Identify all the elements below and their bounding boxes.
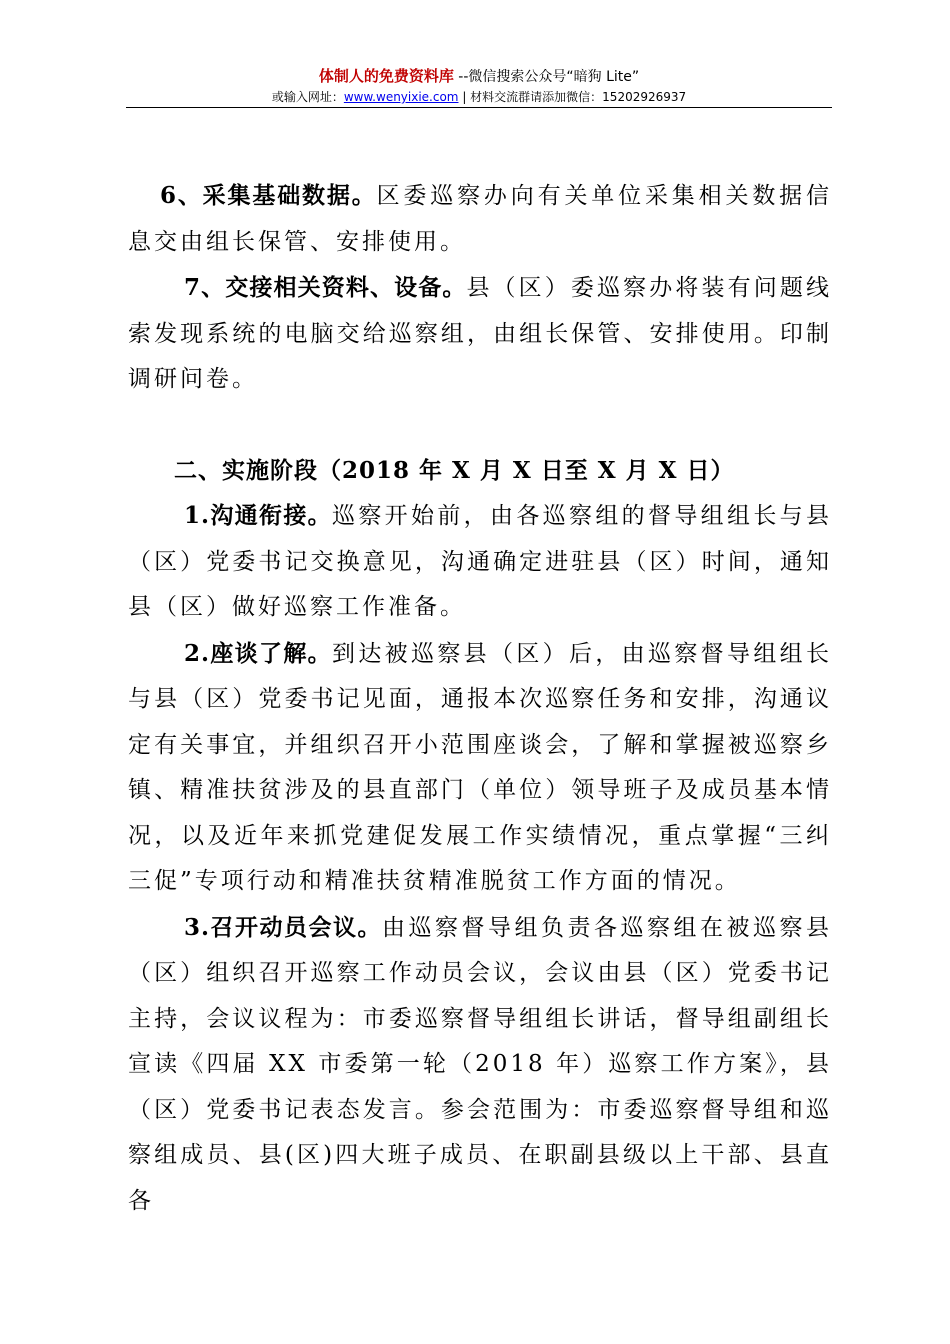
header-brand: 体制人的免费资料库	[318, 67, 454, 85]
paragraph-item-6-title: 6、采集基础数据。	[160, 182, 377, 209]
paragraph-item-7-text: 县（区）委巡察办将装有问题线索发现系统的电脑交给巡察组，由组长保管、安排使用。印制调研问卷。	[128, 275, 832, 392]
section-spacer	[128, 403, 832, 448]
paragraph-step-1	[128, 493, 832, 631]
document-body	[128, 173, 832, 1224]
paragraph-step-3	[128, 905, 832, 1225]
paragraph-step-2	[128, 631, 832, 905]
paragraph-step-3-text: 由巡察督导组负责各巡察组在被巡察县（区）组织召开巡察工作动员会议，会议由县（区）党委书记主持，会议议程为：市委巡察督导组组长讲话，督导组副组长宣读《四届 XX 市委第一轮（2018 年）巡察工作方案》，县（区）党委书记表态发言。参会范围为：市委巡察督导组和巡察组成员、县(区)四大班子成员、在职副县级以上干部、县直各	[128, 914, 833, 1214]
paragraph-step-2-title: 2.座谈了解。	[184, 639, 333, 667]
header-divider	[126, 107, 832, 108]
header-contact-suffix: | 材料交流群请添加微信：15202926937	[458, 90, 687, 104]
paragraph-item-7	[128, 265, 832, 403]
paragraph-item-6-text: 区委巡察办向有关单位采集相关数据信息交由组长保管、安排使用。	[128, 183, 832, 255]
header-website-link[interactable]: www.wenyixie.com	[343, 90, 459, 104]
paragraph-item-6	[128, 173, 832, 265]
section-heading-implementation: 二、实施阶段（2018 年 X 月 X 日至 X 月 X 日）	[174, 456, 735, 484]
header-url-prefix: 或输入网址：	[271, 90, 344, 104]
page-header	[126, 66, 832, 105]
paragraph-step-2-text: 到达被巡察县（区）后，由巡察督导组组长与县（区）党委书记见面，通报本次巡察任务和安排，沟通议定有关事宜，并组织召开小范围座谈会，了解和掌握被巡察乡镇、精准扶贫涉及的县直部门（单位）领导班子及成员基本情况，以及近年来抓党建促发展工作实绩情况，重点掌握“三纠三促”专项行动和精准扶贫精准脱贫工作方面的情况。	[128, 640, 833, 894]
header-contact	[126, 89, 832, 105]
paragraph-item-7-title: 7、交接相关资料、设备。	[184, 274, 467, 301]
paragraph-step-1-title: 1.沟通衔接。	[184, 502, 333, 529]
header-subtitle: --微信搜索公众号“暗狗 Lite”	[453, 69, 640, 85]
paragraph-step-3-title: 3.召开动员会议。	[184, 913, 383, 941]
paragraph-step-1-text: 巡察开始前，由各巡察组的督导组组长与县（区）党委书记交换意见，沟通确定进驻县（区）时间，通知县（区）做好巡察工作准备。	[128, 503, 833, 620]
header-banner	[126, 66, 832, 87]
